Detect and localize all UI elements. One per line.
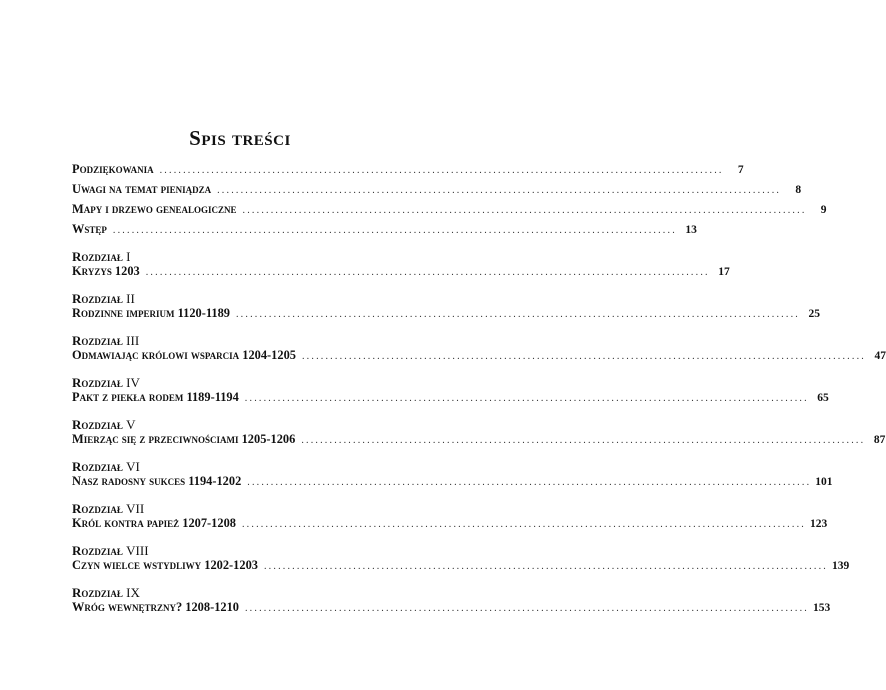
chapter-page-number: 101	[815, 476, 833, 488]
chapter-title: Król kontra papież 1207-1208	[72, 516, 236, 530]
chapter-entry	[72, 543, 850, 574]
chapter-heading	[72, 543, 418, 558]
entry-title: Mapy i drzewo genealogiczne	[72, 202, 237, 216]
chapter-heading	[72, 291, 418, 306]
toc-entry-front	[72, 222, 697, 238]
chapter-word: Rozdział	[72, 585, 123, 600]
chapter-title: Nasz radosny sukces 1194-1202	[72, 474, 242, 488]
chapter-title-row	[72, 306, 820, 322]
chapter-number: II	[126, 291, 135, 306]
chapter-heading	[72, 417, 418, 432]
dot-leader: ........................................................................................................................	[263, 561, 828, 572]
chapter-entry	[72, 291, 820, 322]
chapter-page-number: 25	[808, 308, 820, 320]
chapter-word: Rozdział	[72, 417, 123, 432]
dot-leader: ........................................................................................................................	[247, 477, 812, 488]
chapter-title: Odmawiając królowi wsparcia 1204-1205	[72, 348, 296, 362]
chapter-entry	[72, 375, 829, 406]
chapter-word: Rozdział	[72, 291, 123, 306]
chapter-entry	[72, 417, 886, 448]
chapter-word: Rozdział	[72, 501, 123, 516]
page-title: Spis treści	[189, 126, 291, 150]
chapter-word: Rozdział	[72, 543, 123, 558]
chapter-number: VII	[126, 501, 145, 516]
chapter-heading	[72, 333, 418, 348]
chapter-entry	[72, 501, 828, 532]
chapter-heading	[72, 459, 418, 474]
toc-entry-front	[72, 162, 744, 178]
dot-leader: ........................................................................................................................	[217, 185, 782, 196]
dot-leader: ........................................................................................................................	[244, 393, 809, 404]
chapter-title: Czyn wielce wstydliwy 1202-1203	[72, 558, 258, 572]
chapter-page-number: 17	[718, 266, 730, 278]
entry-page-number: 7	[737, 164, 744, 176]
chapter-title: Pakt z piekła rodem 1189-1194	[72, 390, 239, 404]
dot-leader: ........................................................................................................................	[241, 519, 806, 530]
chapter-title: Kryzys 1203	[72, 264, 140, 278]
chapter-page-number: 87	[873, 434, 886, 446]
chapter-page-number: 123	[809, 518, 828, 530]
chapter-number: IX	[126, 585, 140, 600]
chapter-page-number: 47	[874, 350, 886, 362]
chapter-number: VIII	[126, 543, 149, 558]
chapter-title: Mierząc się z przeciwnościami 1205-1206	[72, 432, 296, 446]
dot-leader: ........................................................................................................................	[244, 603, 809, 614]
toc-entry-front	[72, 182, 802, 198]
chapter-number: III	[126, 333, 140, 348]
chapter-title-row	[72, 474, 833, 490]
chapter-number: IV	[126, 375, 140, 390]
entry-title: Uwagi na temat pieniądza	[72, 182, 212, 196]
chapter-entry	[72, 585, 831, 616]
entry-title: Wstęp	[72, 222, 107, 236]
dot-leader: ........................................................................................................................	[301, 351, 866, 362]
entry-page-number: 8	[795, 184, 802, 196]
dot-leader: ........................................................................................................................	[112, 225, 677, 236]
chapter-entry	[72, 249, 730, 280]
table-of-contents	[72, 162, 886, 616]
chapter-page-number: 65	[817, 392, 829, 404]
chapter-title-row	[72, 432, 886, 448]
chapter-number: I	[126, 249, 131, 264]
chapter-title-row	[72, 390, 829, 406]
chapter-page-number: 153	[812, 602, 831, 614]
chapter-word: Rozdział	[72, 459, 123, 474]
entry-page-number: 9	[820, 204, 827, 216]
chapter-title-row	[72, 558, 850, 574]
chapter-title: Rodzinne imperium 1120-1189	[72, 306, 230, 320]
entry-page-number: 13	[685, 224, 697, 236]
chapter-entry	[72, 333, 886, 364]
chapter-word: Rozdział	[72, 249, 123, 264]
dot-leader: ........................................................................................................................	[159, 165, 724, 176]
chapter-title-row	[72, 600, 831, 616]
entry-title: Podziękowania	[72, 162, 154, 176]
chapter-heading	[72, 501, 418, 516]
chapter-title: Wróg wewnętrzny? 1208-1210	[72, 600, 239, 614]
chapter-heading	[72, 249, 418, 264]
dot-leader: ........................................................................................................................	[235, 309, 800, 320]
toc-entry-front	[72, 202, 827, 218]
chapter-title-row	[72, 264, 730, 280]
chapter-entry	[72, 459, 833, 490]
chapter-title-row	[72, 516, 828, 532]
chapter-page-number: 139	[831, 560, 850, 572]
dot-leader: ........................................................................................................................	[145, 267, 710, 278]
dot-leader: ........................................................................................................................	[242, 205, 807, 216]
chapter-number: VI	[126, 459, 140, 474]
chapter-number: V	[126, 417, 136, 432]
chapter-heading	[72, 375, 418, 390]
chapter-word: Rozdział	[72, 375, 123, 390]
chapter-heading	[72, 585, 418, 600]
chapter-word: Rozdział	[72, 333, 123, 348]
chapter-title-row	[72, 348, 886, 364]
dot-leader: ........................................................................................................................	[301, 435, 866, 446]
